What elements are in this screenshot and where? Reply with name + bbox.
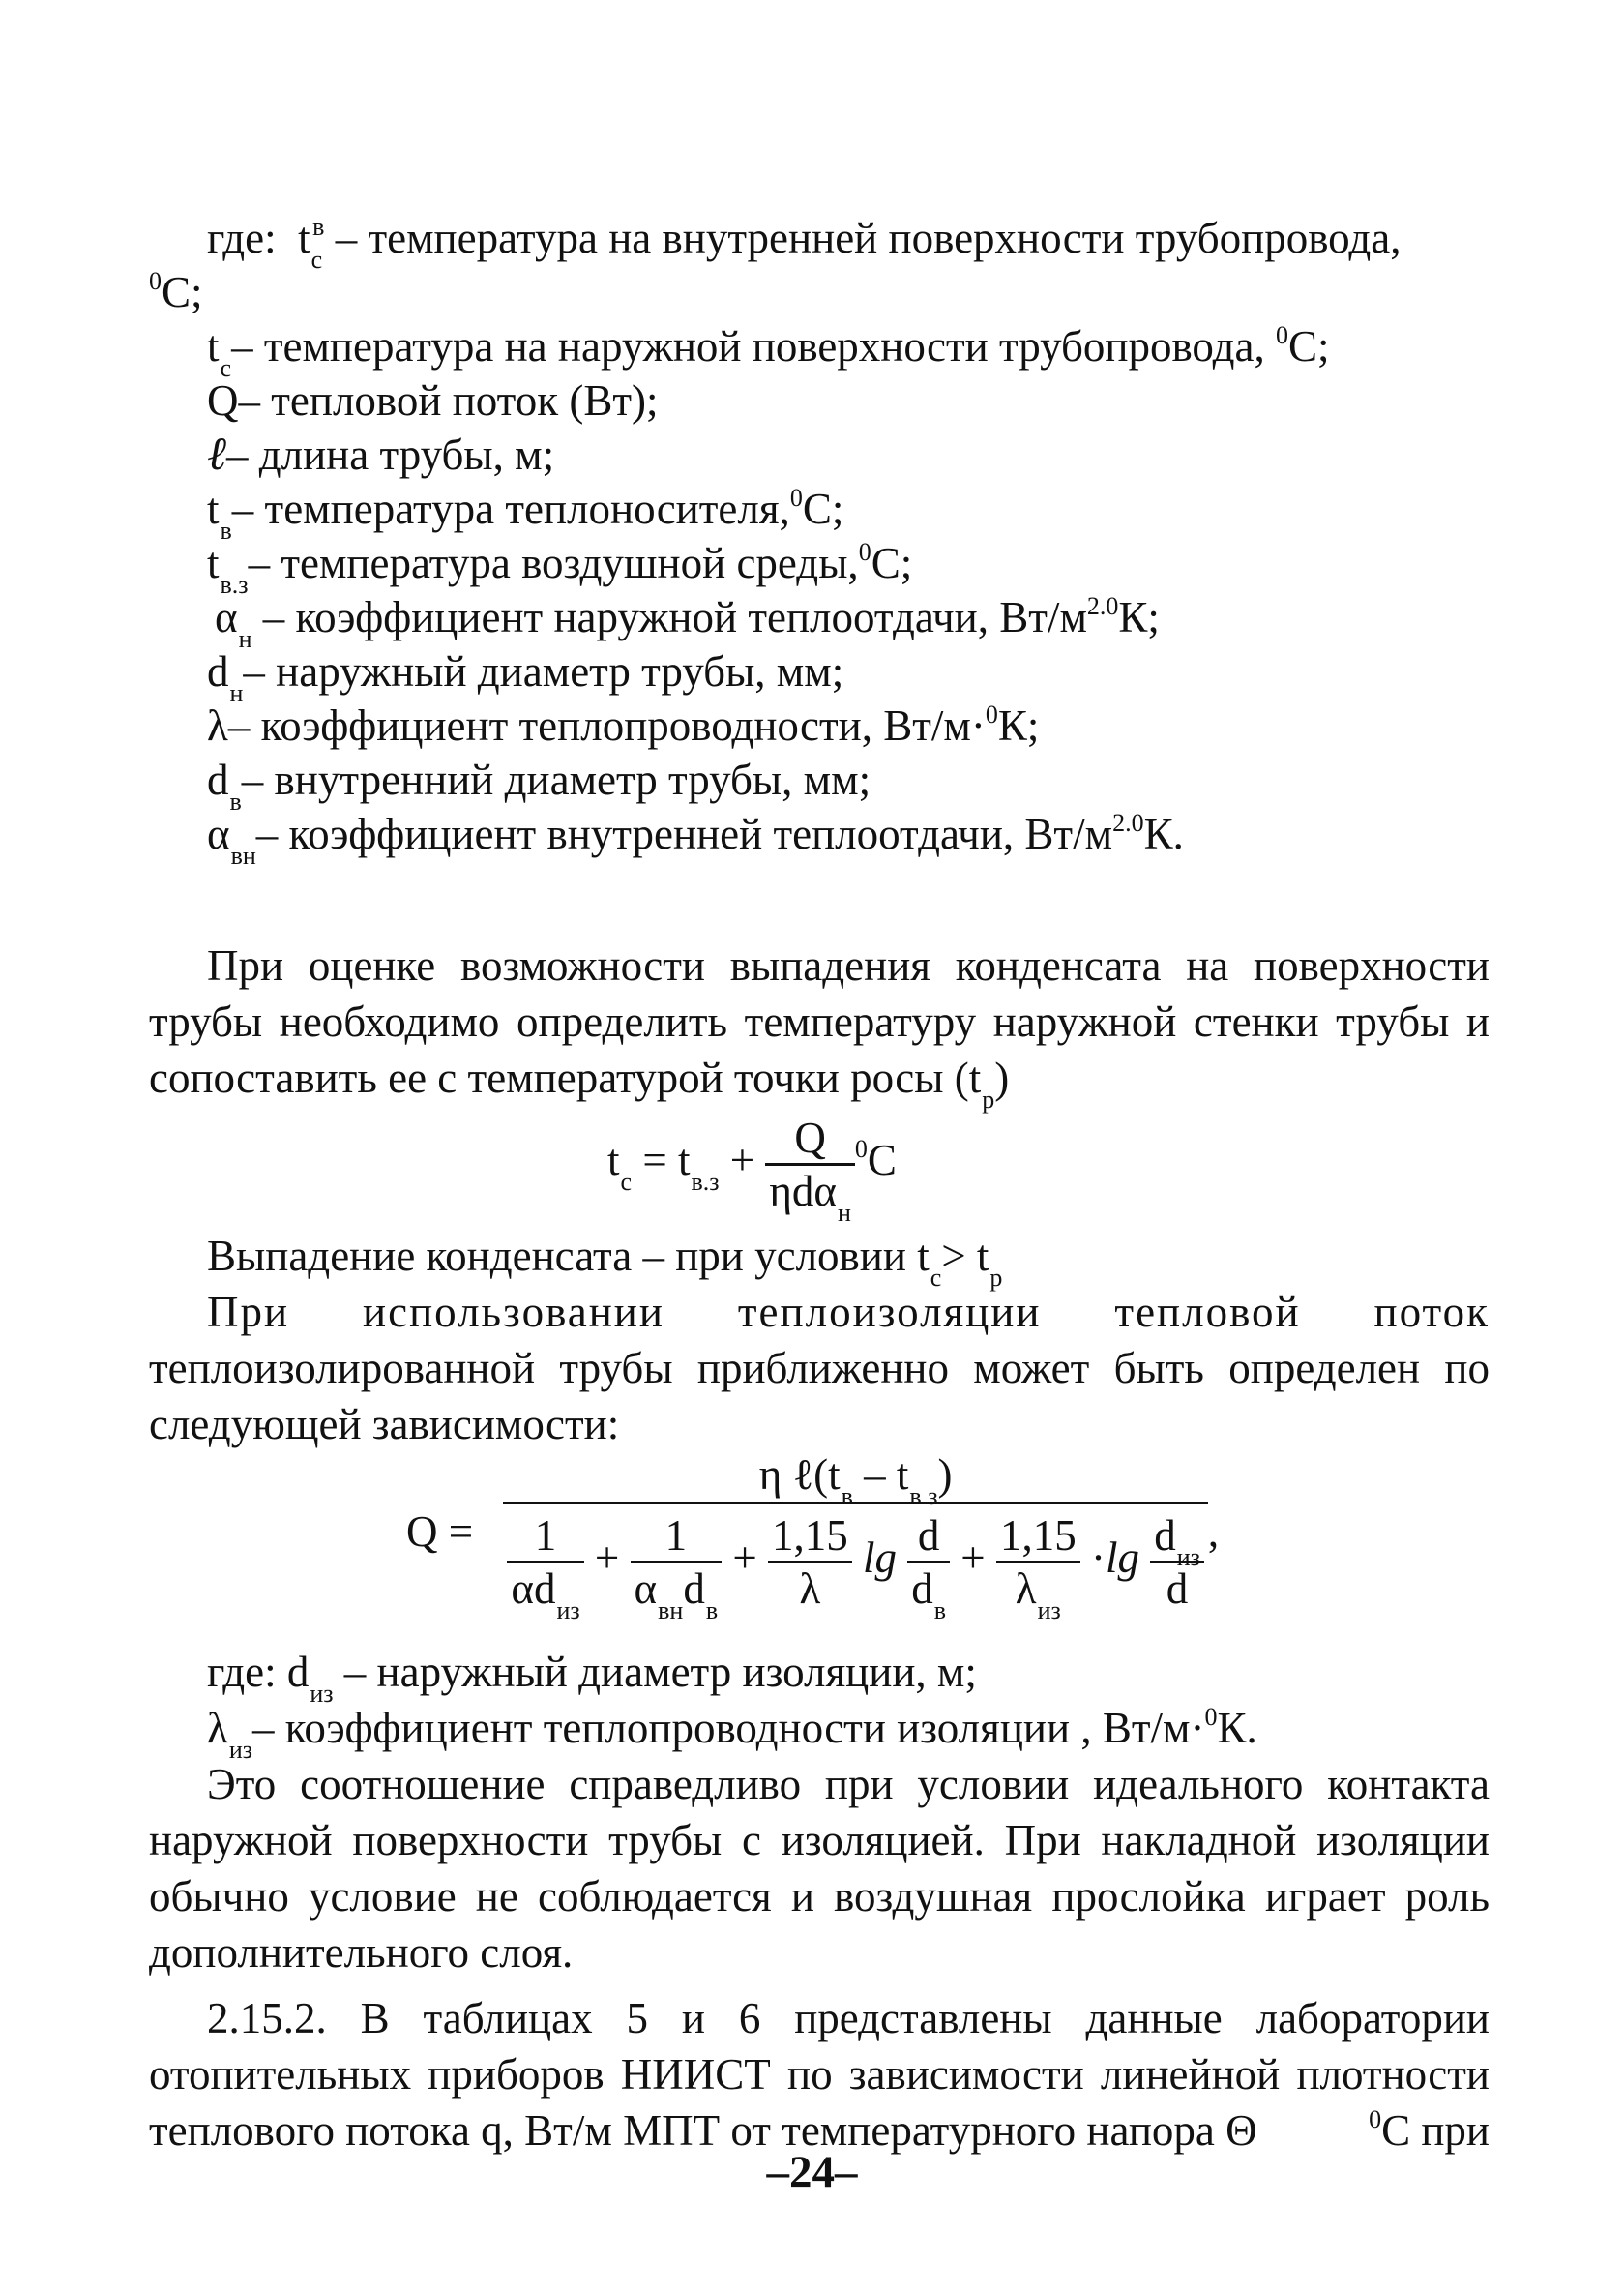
term-fraction bbox=[1150, 1510, 1204, 1614]
subscript: из bbox=[556, 1596, 580, 1624]
paragraph-2-line-1: При использовании теплоизоляции тепловой поток bbox=[207, 1288, 1490, 1336]
symbol: t bbox=[298, 214, 310, 262]
formula-main-fraction bbox=[503, 1449, 1208, 1624]
paragraph-text: С при bbox=[1381, 2106, 1490, 2155]
subscript: в bbox=[229, 788, 242, 816]
term-fraction bbox=[996, 1510, 1080, 1624]
formula-symbol: λ bbox=[1015, 1564, 1037, 1613]
fraction-numerator bbox=[1150, 1510, 1204, 1571]
superscript: 0 bbox=[1276, 321, 1288, 349]
subscript: н bbox=[838, 1199, 851, 1227]
formula-operator: + bbox=[732, 1533, 757, 1582]
symbol: ℓ bbox=[207, 429, 226, 480]
paragraph-3-line-2: наружной поверхности трубы с изоляцией. При накладной изоляции bbox=[149, 1816, 1490, 1864]
subscript: в з bbox=[909, 1482, 938, 1510]
paragraph-text: сопоставить ее с температурой точки росы (t bbox=[149, 1054, 982, 1102]
symbol: α bbox=[207, 810, 230, 858]
fraction-denominator bbox=[765, 1163, 855, 1227]
subscript: из bbox=[1176, 1543, 1200, 1571]
unit: С; bbox=[871, 539, 913, 587]
definition-text: – наружный диаметр изоляции, м; bbox=[333, 1648, 977, 1696]
formula-heat-flux bbox=[406, 1449, 1220, 1624]
formula-operator: · bbox=[1090, 1533, 1106, 1582]
definition-text: где: d bbox=[207, 1648, 310, 1696]
definition-text: Q– тепловой поток (Вт); bbox=[207, 376, 659, 425]
term-fraction bbox=[907, 1510, 950, 1624]
formula-operator: + bbox=[719, 1135, 766, 1184]
superscript: 2.0 bbox=[1112, 809, 1144, 837]
fraction-numerator: 1 bbox=[534, 1511, 557, 1560]
page-number: –24– bbox=[766, 2147, 858, 2197]
paragraph-4-line-1: 2.15.2. В таблицах 5 и 6 представлены данные лаборатории bbox=[207, 1994, 1490, 2042]
definition-line-6 bbox=[207, 536, 912, 597]
paragraph-3-line-3: обычно условие не соблюдается и воздушная прослойка играет роль bbox=[149, 1872, 1490, 1921]
fraction-numerator bbox=[503, 1449, 1208, 1510]
definition-text: – температура на внутренней поверхности трубопровода, bbox=[324, 214, 1402, 262]
superscript: 0 bbox=[1204, 1703, 1218, 1731]
formula-symbol: = t bbox=[632, 1135, 691, 1184]
formula-symbol: ) bbox=[937, 1450, 953, 1499]
subscript: с bbox=[620, 1167, 633, 1196]
subscript: в.з bbox=[691, 1167, 720, 1196]
definition-line-1b bbox=[149, 265, 203, 326]
definition-text: – внутренний диаметр трубы, мм; bbox=[241, 756, 871, 804]
formula-operator: lg bbox=[863, 1533, 898, 1582]
fraction-numerator: d bbox=[917, 1511, 940, 1560]
formula-symbol: d bbox=[1154, 1511, 1176, 1560]
definition-text: – коэффициент теплопроводности изоляции , Вт/м· bbox=[252, 1704, 1205, 1752]
unit: С; bbox=[802, 485, 844, 533]
formula-symbol: αd bbox=[511, 1564, 556, 1613]
subscript: в bbox=[220, 517, 232, 545]
superscript: 0 bbox=[1369, 2105, 1382, 2133]
definition-line-9 bbox=[207, 699, 1039, 759]
definition-text: λ– коэффициент теплопроводности, Вт/м· bbox=[207, 701, 986, 750]
unit: С; bbox=[1288, 322, 1330, 371]
fraction-numerator: 1 bbox=[664, 1511, 688, 1560]
definition2-line-2 bbox=[207, 1701, 1257, 1762]
fraction-numerator: 1,15 bbox=[999, 1511, 1077, 1560]
symbol: t bbox=[207, 539, 220, 587]
paragraph-text: ) bbox=[994, 1054, 1010, 1102]
fraction-denominator: λ bbox=[768, 1561, 852, 1614]
fraction-denominator bbox=[996, 1561, 1080, 1624]
paragraph-text: Выпадение конденсата – при условии t bbox=[207, 1232, 930, 1280]
symbol: t bbox=[207, 485, 220, 533]
unit: К. bbox=[1143, 810, 1184, 858]
subscript: в bbox=[705, 1596, 719, 1624]
fraction-numerator: Q bbox=[794, 1114, 826, 1162]
subscript: н bbox=[238, 625, 252, 653]
definition-line-1 bbox=[207, 211, 1401, 272]
definition-text: – коэффициент внутренней теплоотдачи, Вт/м bbox=[255, 810, 1113, 858]
definition-text: – температура на наружной поверхности трубопровода, bbox=[231, 322, 1276, 371]
formula-symbol: d bbox=[911, 1564, 933, 1613]
definition-line-8 bbox=[207, 644, 843, 705]
subscript: вн bbox=[230, 842, 256, 870]
superscript: 0 bbox=[789, 484, 803, 512]
definition-text: – температура воздушной среды, bbox=[248, 539, 859, 587]
paragraph-2-line-2: теплоизолированной трубы приближенно может быть определен по bbox=[149, 1344, 1490, 1392]
formula-lhs: Q = bbox=[406, 1507, 474, 1556]
formula-symbol: – t bbox=[852, 1450, 909, 1499]
condensate-condition bbox=[207, 1229, 1002, 1290]
paragraph-text: > t bbox=[941, 1232, 989, 1280]
definition-text: – температура теплоносителя, bbox=[231, 485, 790, 533]
paragraph-1-line-3 bbox=[149, 1051, 1009, 1112]
paragraph-3-line-4: дополнительного слоя. bbox=[149, 1928, 574, 1977]
superscript: 0 bbox=[854, 1134, 868, 1163]
superscript: 2.0 bbox=[1086, 592, 1119, 620]
formula-fraction bbox=[765, 1113, 855, 1227]
definition-line-7 bbox=[215, 590, 1160, 651]
unit: К; bbox=[997, 701, 1040, 750]
formula-symbol: t bbox=[607, 1135, 620, 1184]
definition-line-3 bbox=[207, 373, 659, 428]
unit: К; bbox=[1118, 593, 1160, 641]
term-fraction bbox=[631, 1510, 723, 1624]
term-fraction bbox=[768, 1510, 852, 1614]
unit: С bbox=[867, 1135, 897, 1184]
superscript: 0 bbox=[858, 538, 871, 566]
fraction-denominator bbox=[507, 1561, 583, 1624]
definition-line-5 bbox=[207, 482, 843, 543]
symbol: d bbox=[207, 756, 229, 804]
formula-symbol: α bbox=[634, 1564, 658, 1613]
subscript: в.з bbox=[220, 571, 249, 599]
subscript: из bbox=[228, 1736, 253, 1764]
subscript: с bbox=[310, 246, 323, 274]
formula-symbol: ηdα bbox=[769, 1167, 837, 1215]
definition-line-2 bbox=[207, 319, 1330, 380]
definition-text: – коэффициент наружной теплоотдачи, Вт/м bbox=[251, 593, 1087, 641]
formula-operator: + bbox=[594, 1533, 620, 1582]
subscript: с bbox=[220, 354, 232, 382]
formula-symbol: d bbox=[683, 1564, 705, 1613]
paragraph-text: теплового потока q, Вт/м МПТ от температурного напора Θ bbox=[149, 2106, 1257, 2155]
formula-comma: , bbox=[1207, 1507, 1220, 1556]
paragraph-4-line-2: отопительных приборов НИИСТ по зависимости линейной плотности bbox=[149, 2050, 1490, 2099]
subscript: вн bbox=[658, 1596, 684, 1624]
fraction-denominator: d bbox=[1150, 1561, 1204, 1614]
subscript: р bbox=[989, 1264, 1003, 1292]
fraction-denominator bbox=[631, 1561, 723, 1624]
term-fraction bbox=[507, 1510, 583, 1624]
subscript: н bbox=[229, 679, 244, 707]
subscript: из bbox=[310, 1680, 334, 1708]
definition-line-4 bbox=[207, 428, 554, 482]
subscript: р bbox=[982, 1086, 995, 1114]
fraction-numerator: 1,15 bbox=[772, 1511, 848, 1560]
subscript: из bbox=[1037, 1596, 1061, 1624]
superscript: 0 bbox=[985, 700, 998, 729]
definition-line-11 bbox=[207, 807, 1184, 868]
formula-symbol: η ℓ(t bbox=[758, 1450, 841, 1499]
paragraph-3-line-1: Это соотношение справедливо при условии идеального контакта bbox=[207, 1760, 1490, 1808]
superscript: в bbox=[312, 213, 325, 241]
intro-label: где: bbox=[207, 214, 277, 262]
definition-text: – длина трубы, м; bbox=[226, 431, 555, 479]
definition-line-10 bbox=[207, 753, 871, 814]
subscript: в bbox=[841, 1482, 853, 1510]
superscript: 0 bbox=[149, 267, 162, 295]
formula-surface-temperature bbox=[607, 1113, 897, 1227]
paragraph-1-line-1: При оценке возможности выпадения конденсата на поверхности bbox=[207, 941, 1490, 990]
paragraph-1-line-2: трубы необходимо определить температуру наружной стенки трубы и bbox=[149, 998, 1490, 1046]
subscript: с bbox=[930, 1264, 942, 1292]
fraction-denominator bbox=[503, 1502, 1208, 1624]
formula-operator: lg bbox=[1105, 1533, 1139, 1582]
subscript: в bbox=[933, 1596, 947, 1624]
definition-text: С; bbox=[162, 268, 203, 316]
definition2-line-1 bbox=[207, 1645, 977, 1706]
symbol: d bbox=[207, 647, 229, 696]
formula-operator: + bbox=[960, 1533, 986, 1582]
fraction-denominator bbox=[907, 1561, 950, 1624]
paragraph-2-line-3: следующей зависимости: bbox=[149, 1400, 620, 1448]
symbol: t bbox=[207, 322, 220, 371]
symbol: λ bbox=[207, 1704, 228, 1752]
symbol: α bbox=[215, 593, 238, 641]
unit: К. bbox=[1217, 1704, 1257, 1752]
definition-text: – наружный диаметр трубы, мм; bbox=[243, 647, 844, 696]
